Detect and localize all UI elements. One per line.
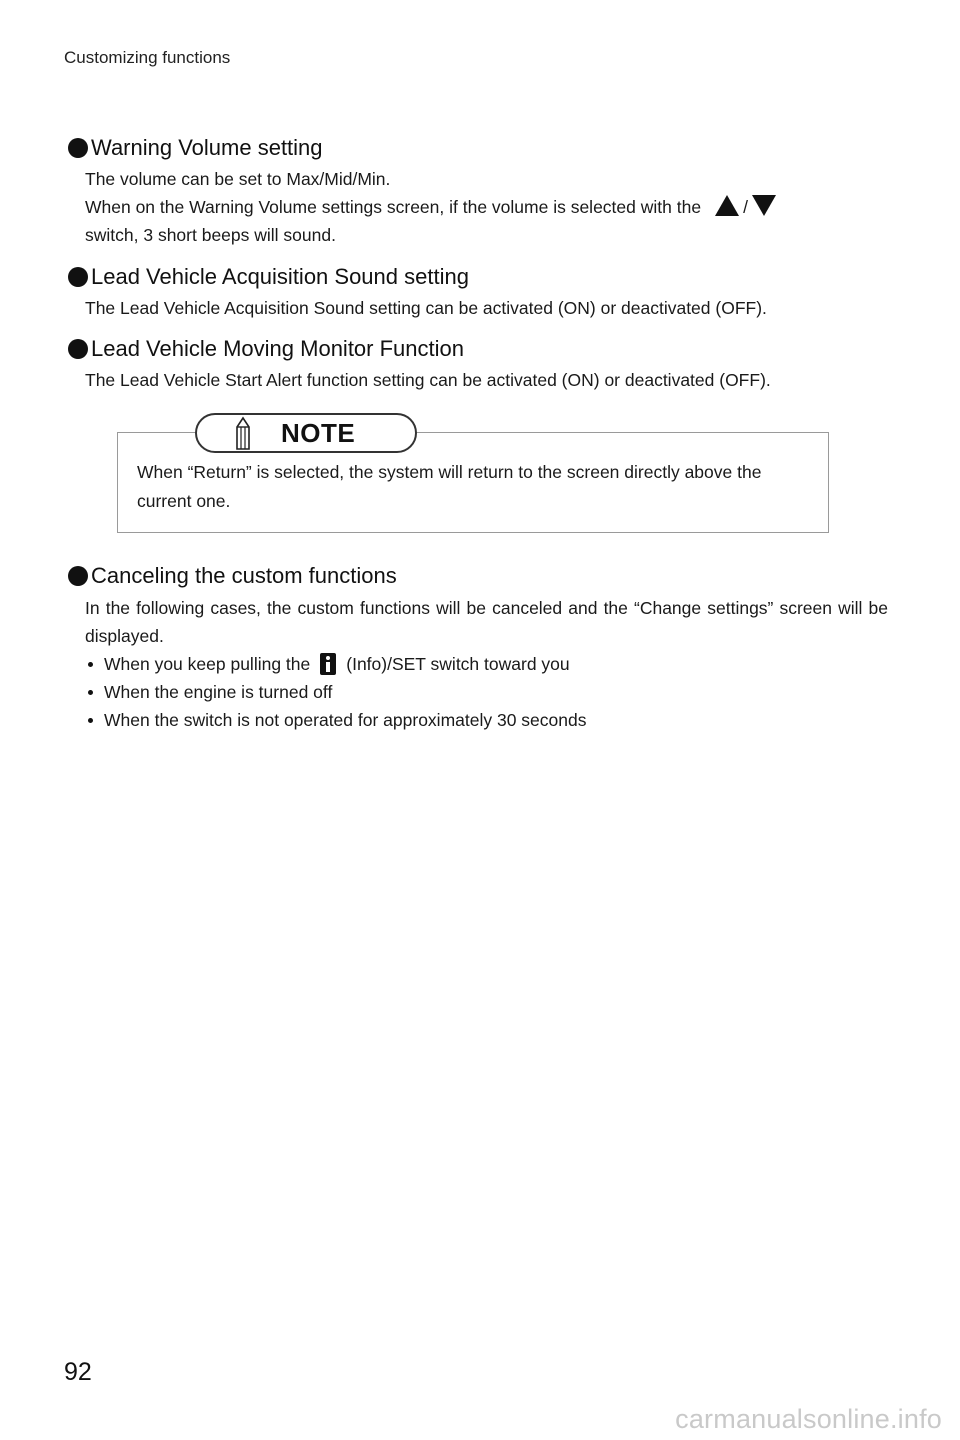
note-label: NOTE — [281, 417, 356, 448]
list-item — [88, 706, 888, 734]
list-item-text: When the engine is turned off — [104, 682, 333, 702]
filled-circle-icon — [68, 138, 88, 158]
note-text: When “Return” is selected, the system will return to the screen directly above the current one. — [137, 462, 762, 511]
body-line: switch, 3 short beeps will sound. — [85, 225, 336, 245]
body-line — [68, 193, 888, 221]
bullet-icon — [88, 662, 93, 667]
section-acquisition-sound — [68, 262, 888, 322]
separator: / — [743, 197, 748, 217]
list-item-text: When you keep pulling the — [104, 654, 311, 674]
info-icon — [320, 653, 336, 675]
section-title-text: Canceling the custom functions — [91, 563, 397, 588]
bullet-list — [68, 650, 888, 734]
body-line: The Lead Vehicle Start Alert function setting can be activated (ON) or deactivated (OFF). — [85, 370, 771, 390]
page-number: 92 — [64, 1358, 92, 1386]
running-head: Customizing functions — [64, 48, 231, 67]
filled-circle-icon — [68, 566, 88, 586]
note-tab — [195, 413, 417, 453]
triangle-down-icon — [752, 195, 776, 216]
triangle-up-icon — [715, 195, 739, 216]
list-item — [88, 650, 888, 678]
section-title — [68, 561, 888, 591]
filled-circle-icon — [68, 267, 88, 287]
body-line: The volume can be set to Max/Mid/Min. — [85, 169, 391, 189]
list-item — [88, 678, 888, 706]
section-title — [68, 262, 888, 292]
section-title-text: Lead Vehicle Moving Monitor Function — [91, 336, 464, 361]
watermark: carmanualsonline.info — [675, 1404, 942, 1434]
section-title — [68, 334, 888, 364]
section-canceling — [68, 561, 888, 734]
filled-circle-icon — [68, 339, 88, 359]
section-title-text: Warning Volume setting — [91, 135, 323, 160]
body-line: The Lead Vehicle Acquisition Sound setting can be activated (ON) or deactivated (OFF). — [85, 298, 767, 318]
section-title-text: Lead Vehicle Acquisition Sound setting — [91, 264, 469, 289]
body-text: When on the Warning Volume settings screen, if the volume is selected with the — [85, 197, 702, 217]
pencil-icon — [235, 416, 251, 450]
list-item-text: (Info)/SET switch toward you — [346, 654, 570, 674]
section-warning-volume — [68, 133, 888, 249]
section-moving-monitor — [68, 334, 888, 394]
body-paragraph: In the following cases, the custom functions will be canceled and the “Change settings” screen will be displayed. — [85, 598, 888, 646]
bullet-icon — [88, 690, 93, 695]
section-title — [68, 133, 888, 163]
list-item-text: When the switch is not operated for approximately 30 seconds — [104, 710, 587, 730]
bullet-icon — [88, 718, 93, 723]
